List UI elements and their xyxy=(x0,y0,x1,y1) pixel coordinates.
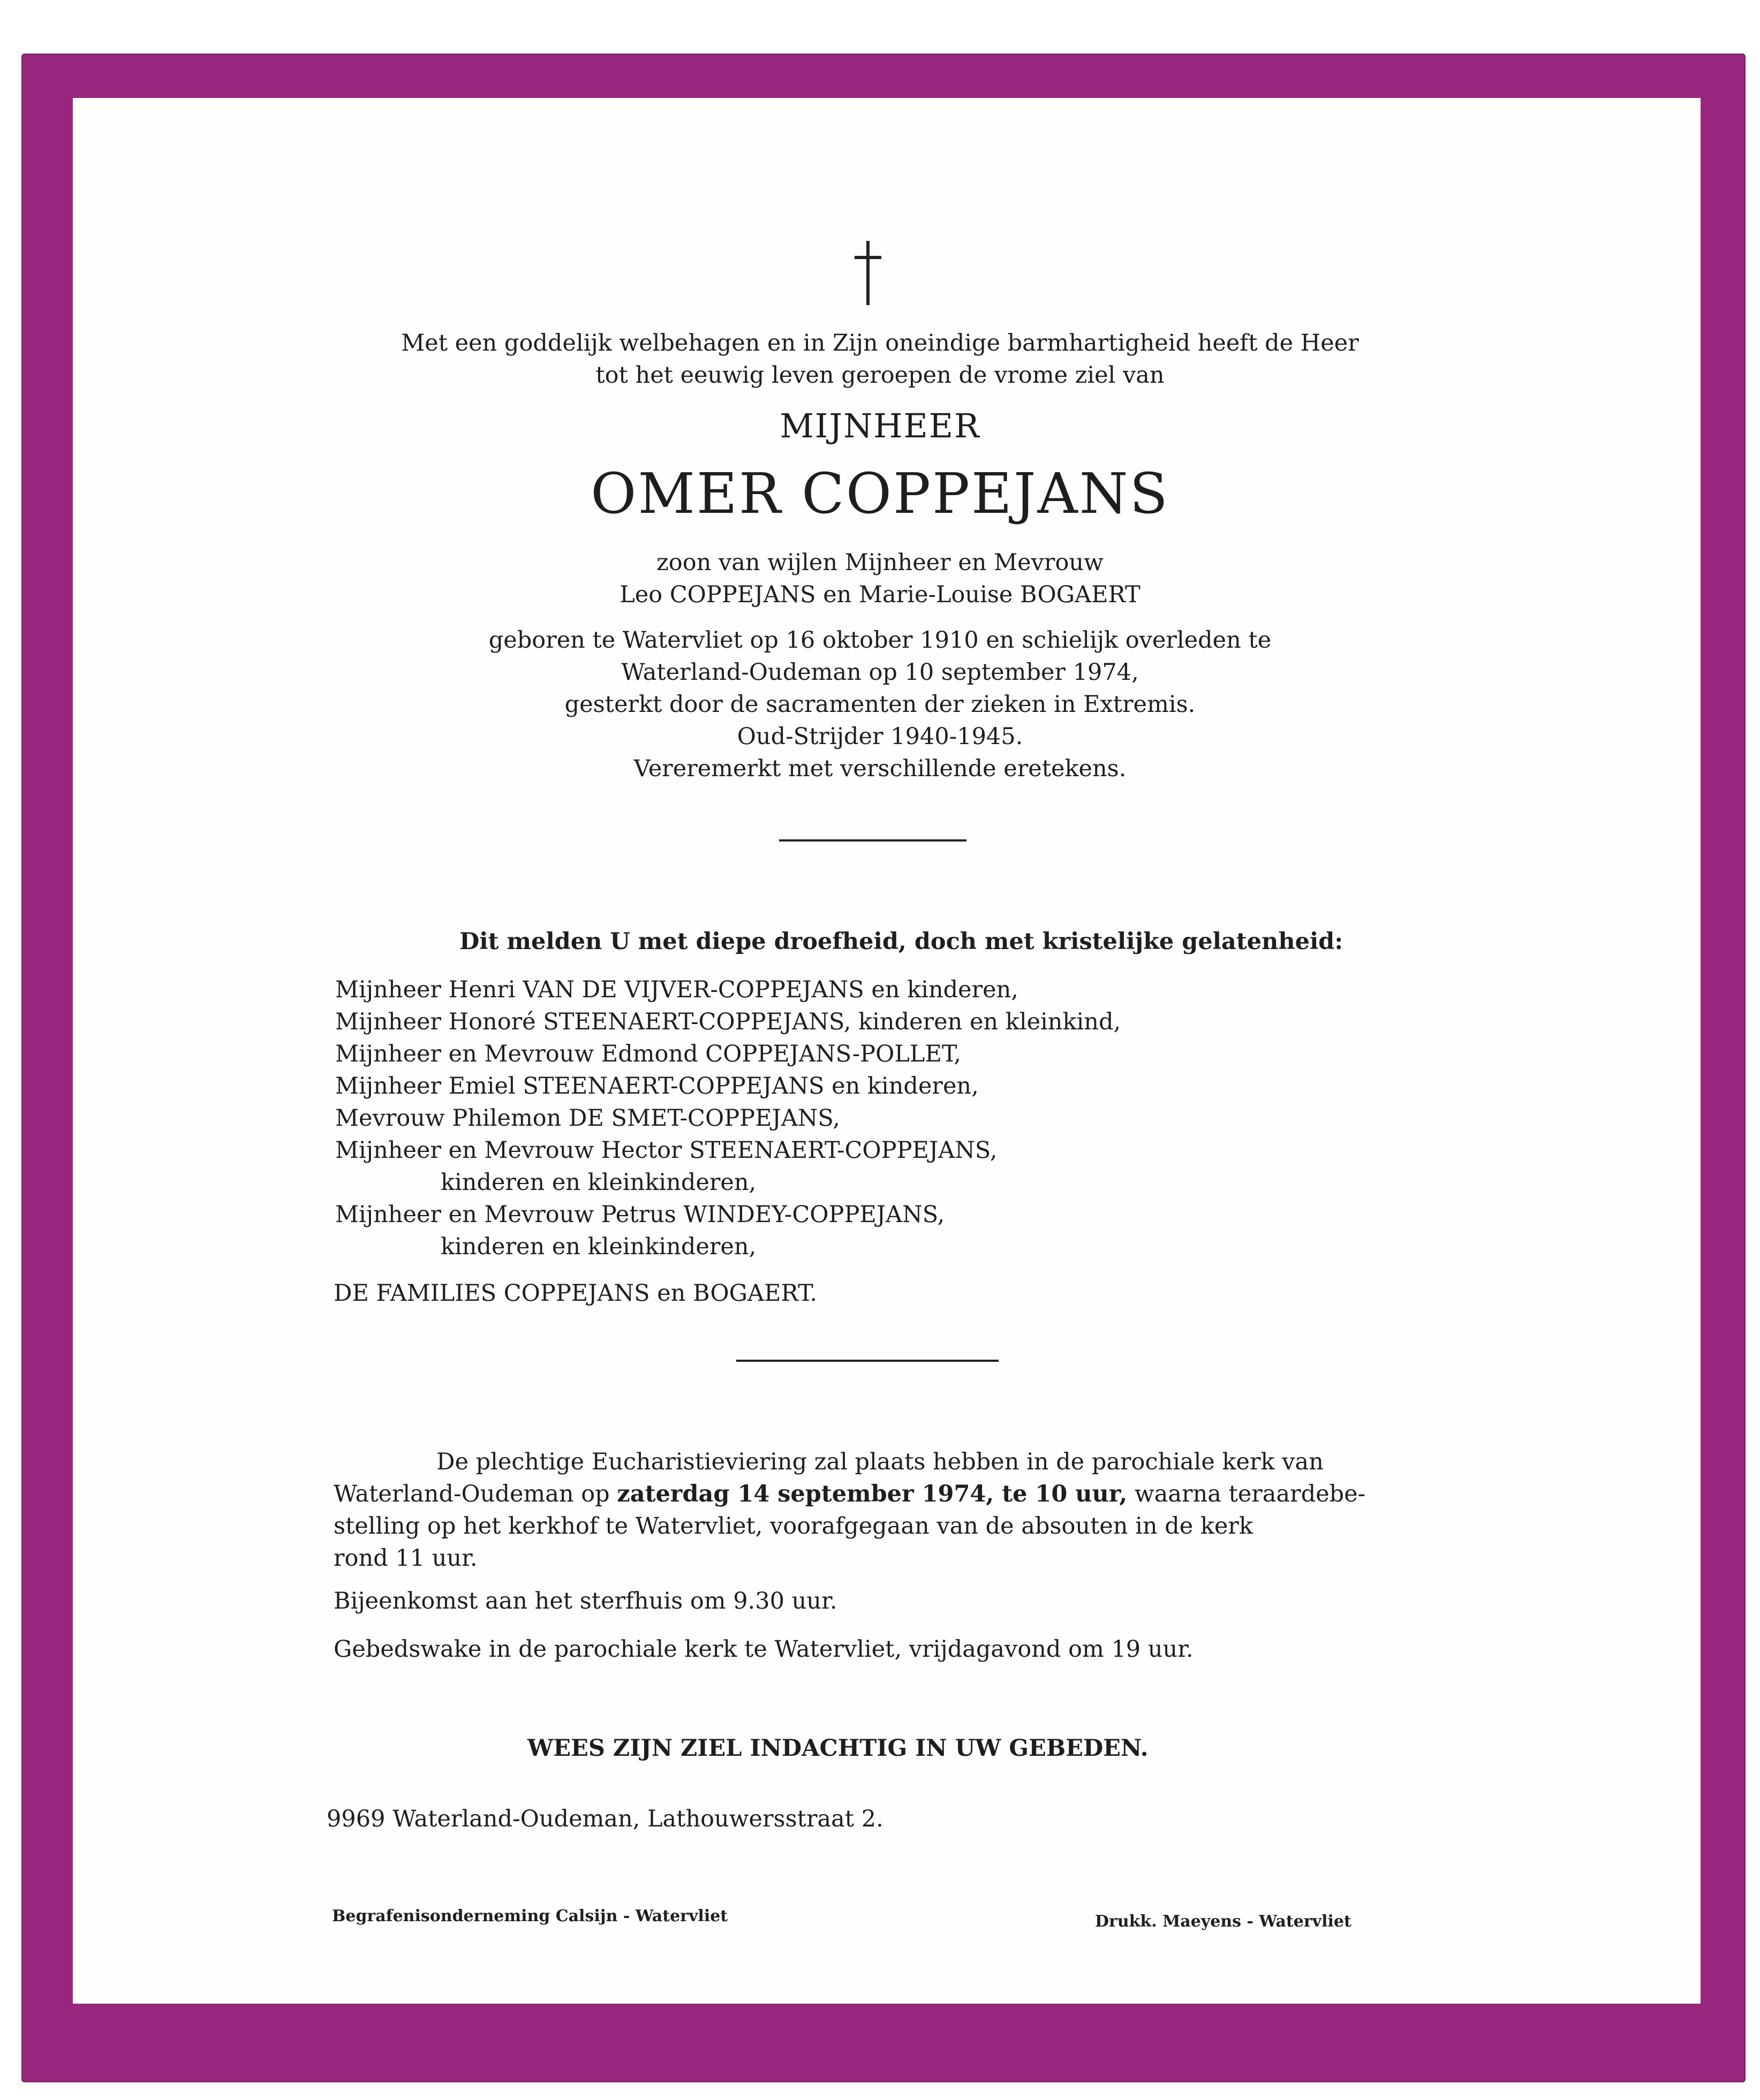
service-line-4: rond 11 uur. xyxy=(334,1545,478,1572)
address-line: 9969 Waterland-Oudeman, Lathouwersstraat 2. xyxy=(327,1806,883,1832)
service-line-1: De plechtige Eucharistieviering zal plaats hebben in de parochiale kerk van xyxy=(436,1449,1324,1475)
printer-credit: Drukk. Maeyens - Watervliet xyxy=(1095,1912,1351,1931)
service-date-time: zaterdag 14 september 1974, te 10 uur, xyxy=(617,1481,1128,1507)
details-line-5: Vereremerkt met verschillende eretekens. xyxy=(633,755,1127,782)
undertaker-credit: Begrafenisonderneming Calsijn - Watervliet xyxy=(332,1907,728,1925)
deceased-name: OMER COPPEJANS xyxy=(591,461,1169,526)
family-line-3: Mijnheer en Mevrouw Edmond COPPEJANS-POLLET, xyxy=(335,1041,961,1067)
gathering-line: Bijeenkomst aan het sterfhuis om 9.30 uur. xyxy=(334,1588,837,1614)
family-line-5: Mevrouw Philemon DE SMET-COPPEJANS, xyxy=(335,1105,840,1132)
intro-line-2: tot het eeuwig leven geroepen de vrome ziel van xyxy=(595,362,1165,389)
divider-2 xyxy=(736,1360,999,1362)
prayer-line: WEES ZIJN ZIEL INDACHTIG IN UW GEBEDEN. xyxy=(527,1735,1149,1762)
announcement: Dit melden U met diepe droefheid, doch met kristelijke gelatenheid: xyxy=(459,928,1343,955)
service-line-2-a: Waterland-Oudeman op xyxy=(334,1481,617,1507)
family-line-1: Mijnheer Henri VAN DE VIJVER-COPPEJANS en kinderen, xyxy=(335,976,1018,1003)
divider-1 xyxy=(779,839,966,841)
parents-line-1: zoon van wijlen Mijnheer en Mevrouw xyxy=(656,549,1104,576)
service-line-3: stelling op het kerkhof te Watervliet, voorafgegaan van de absouten in de kerk xyxy=(334,1513,1253,1540)
family-line-4: Mijnheer Emiel STEENAERT-COPPEJANS en kinderen, xyxy=(335,1073,979,1100)
honorific: MIJNHEER xyxy=(780,406,980,445)
parents-line-2: Leo COPPEJANS en Marie-Louise BOGAERT xyxy=(620,581,1140,608)
family-line-7: kinderen en kleinkinderen, xyxy=(441,1169,757,1196)
details-line-4: Oud-Strijder 1940-1945. xyxy=(737,723,1023,750)
family-line-2: Mijnheer Honoré STEENAERT-COPPEJANS, kinderen en kleinkind, xyxy=(335,1009,1121,1035)
details-line-2: Waterland-Oudeman op 10 september 1974, xyxy=(621,659,1139,686)
cross-icon xyxy=(851,241,883,305)
vigil-line: Gebedswake in de parochiale kerk te Watervliet, vrijdagavond om 19 uur. xyxy=(334,1636,1194,1663)
service-line-2 xyxy=(334,1483,1365,1506)
family-line-6: Mijnheer en Mevrouw Hector STEENAERT-COPPEJANS, xyxy=(335,1137,998,1164)
families-line: DE FAMILIES COPPEJANS en BOGAERT. xyxy=(334,1280,818,1307)
family-line-8: Mijnheer en Mevrouw Petrus WINDEY-COPPEJANS, xyxy=(335,1201,945,1228)
details-line-1: geboren te Watervliet op 16 oktober 1910 en schielijk overleden te xyxy=(488,627,1272,654)
details-line-3: gesterkt door de sacramenten der zieken in Extremis. xyxy=(564,691,1196,718)
intro-line-1: Met een goddelijk welbehagen en in Zijn oneindige barmhartigheid heeft de Heer xyxy=(401,330,1359,357)
family-line-9: kinderen en kleinkinderen, xyxy=(441,1233,757,1260)
service-line-2-c: waarna teraardebe- xyxy=(1127,1481,1366,1507)
